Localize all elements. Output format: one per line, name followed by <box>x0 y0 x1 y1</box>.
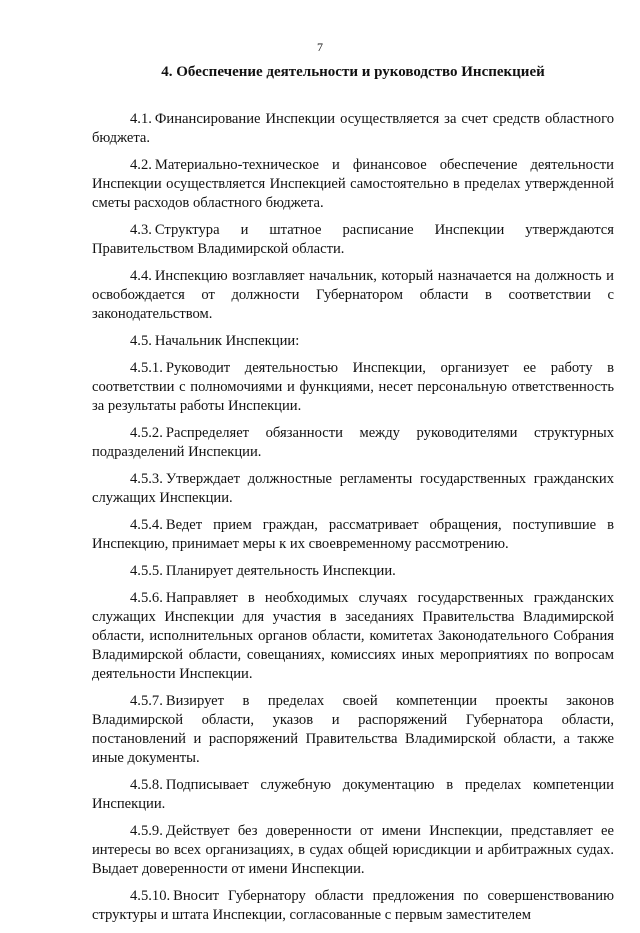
paragraph-text: Начальник Инспекции: <box>154 333 300 349</box>
paragraph-4-5-3 <box>92 470 614 508</box>
paragraph-4-5-8 <box>92 776 614 814</box>
paragraph-number: 4.5.1. <box>130 360 163 376</box>
paragraph-number: 4.5.3. <box>130 471 163 487</box>
paragraph-4-4 <box>92 267 614 324</box>
paragraph-number: 4.5. <box>130 333 152 349</box>
paragraph-text: Действует без доверенности от имени Инспекции, представляет ее интересы во всех организациях, в судах общей юрисдикции и арбитражных судах. Выдает доверенности от имени Инспекции. <box>92 823 614 877</box>
paragraph-number: 4.5.7. <box>130 693 163 709</box>
paragraph-text: Планирует деятельность Инспекции. <box>165 563 396 579</box>
paragraph-number: 4.2. <box>130 157 152 173</box>
paragraph-4-5-7 <box>92 692 614 768</box>
paragraph-number: 4.5.4. <box>130 517 163 533</box>
paragraph-text: Визирует в пределах своей компетенции проекты законов Владимирской области, указов и распоряжений Губернатора области, постановлений и распоряжений Правительства Владимирской области, а также иные документы. <box>92 693 614 766</box>
paragraph-4-5-6 <box>92 589 614 684</box>
paragraph-text: Инспекцию возглавляет начальник, который назначается на должность и освобождается от должности Губернатором области в соответствии с законодательством. <box>92 268 614 322</box>
paragraph-number: 4.5.2. <box>130 425 163 441</box>
paragraph-4-2 <box>92 156 614 213</box>
paragraph-text: Руководит деятельностью Инспекции, организует ее работу в соответствии с полномочиями и функциями, несет персональную ответственность за результаты работы Инспекции. <box>92 360 614 414</box>
paragraph-4-5-1 <box>92 359 614 416</box>
document-body <box>92 110 614 933</box>
paragraph-number: 4.5.10. <box>130 888 171 904</box>
section-title: 4. Обеспечение деятельности и руководство Инспекцией <box>161 64 545 80</box>
paragraph-number: 4.5.6. <box>130 590 163 606</box>
paragraph-number: 4.1. <box>130 111 152 127</box>
paragraph-4-3 <box>92 221 614 259</box>
paragraph-text: Ведет прием граждан, рассматривает обращения, поступившие в Инспекцию, принимает меры к их своевременному рассмотрению. <box>92 517 614 552</box>
paragraph-text: Вносит Губернатору области предложения по совершенствованию структуры и штата Инспекции, согласованные с первым заместителем <box>92 888 614 923</box>
paragraph-4-5-4 <box>92 516 614 554</box>
paragraph-number: 4.5.5. <box>130 563 163 579</box>
paragraph-4-5 <box>92 332 614 351</box>
paragraph-4-1 <box>92 110 614 148</box>
paragraph-text: Структура и штатное расписание Инспекции утверждаются Правительством Владимирской области. <box>92 222 614 257</box>
paragraph-4-5-9 <box>92 822 614 879</box>
paragraph-4-5-2 <box>92 424 614 462</box>
paragraph-text: Финансирование Инспекции осуществляется за счет средств областного бюджета. <box>92 111 614 146</box>
paragraph-4-5-5 <box>92 562 614 581</box>
paragraph-number: 4.3. <box>130 222 152 238</box>
paragraph-text: Направляет в необходимых случаях государственных гражданских служащих Инспекции для участия в заседаниях Правительства Владимирской области, исполнительных органов области, комитетах Законодательного Собрания Владимирской области, совещаниях, комиссиях иных мероприятиях по вопросам деятельности Инспекции. <box>92 590 614 682</box>
paragraph-text: Материально-техническое и финансовое обеспечение деятельности Инспекции осуществляется Инспекцией самостоятельно в пределах утвержденной сметы расходов областного бюджета. <box>92 157 614 211</box>
paragraph-number: 4.5.9. <box>130 823 163 839</box>
paragraph-4-5-10 <box>92 887 614 925</box>
paragraph-text: Утверждает должностные регламенты государственных гражданских служащих Инспекции. <box>92 471 614 506</box>
paragraph-text: Подписывает служебную документацию в пределах компетенции Инспекции. <box>92 777 614 812</box>
page-number: 7 <box>317 40 323 54</box>
paragraph-text: Распределяет обязанности между руководителями структурных подразделений Инспекции. <box>92 425 614 460</box>
paragraph-number: 4.4. <box>130 268 152 284</box>
paragraph-number: 4.5.8. <box>130 777 163 793</box>
